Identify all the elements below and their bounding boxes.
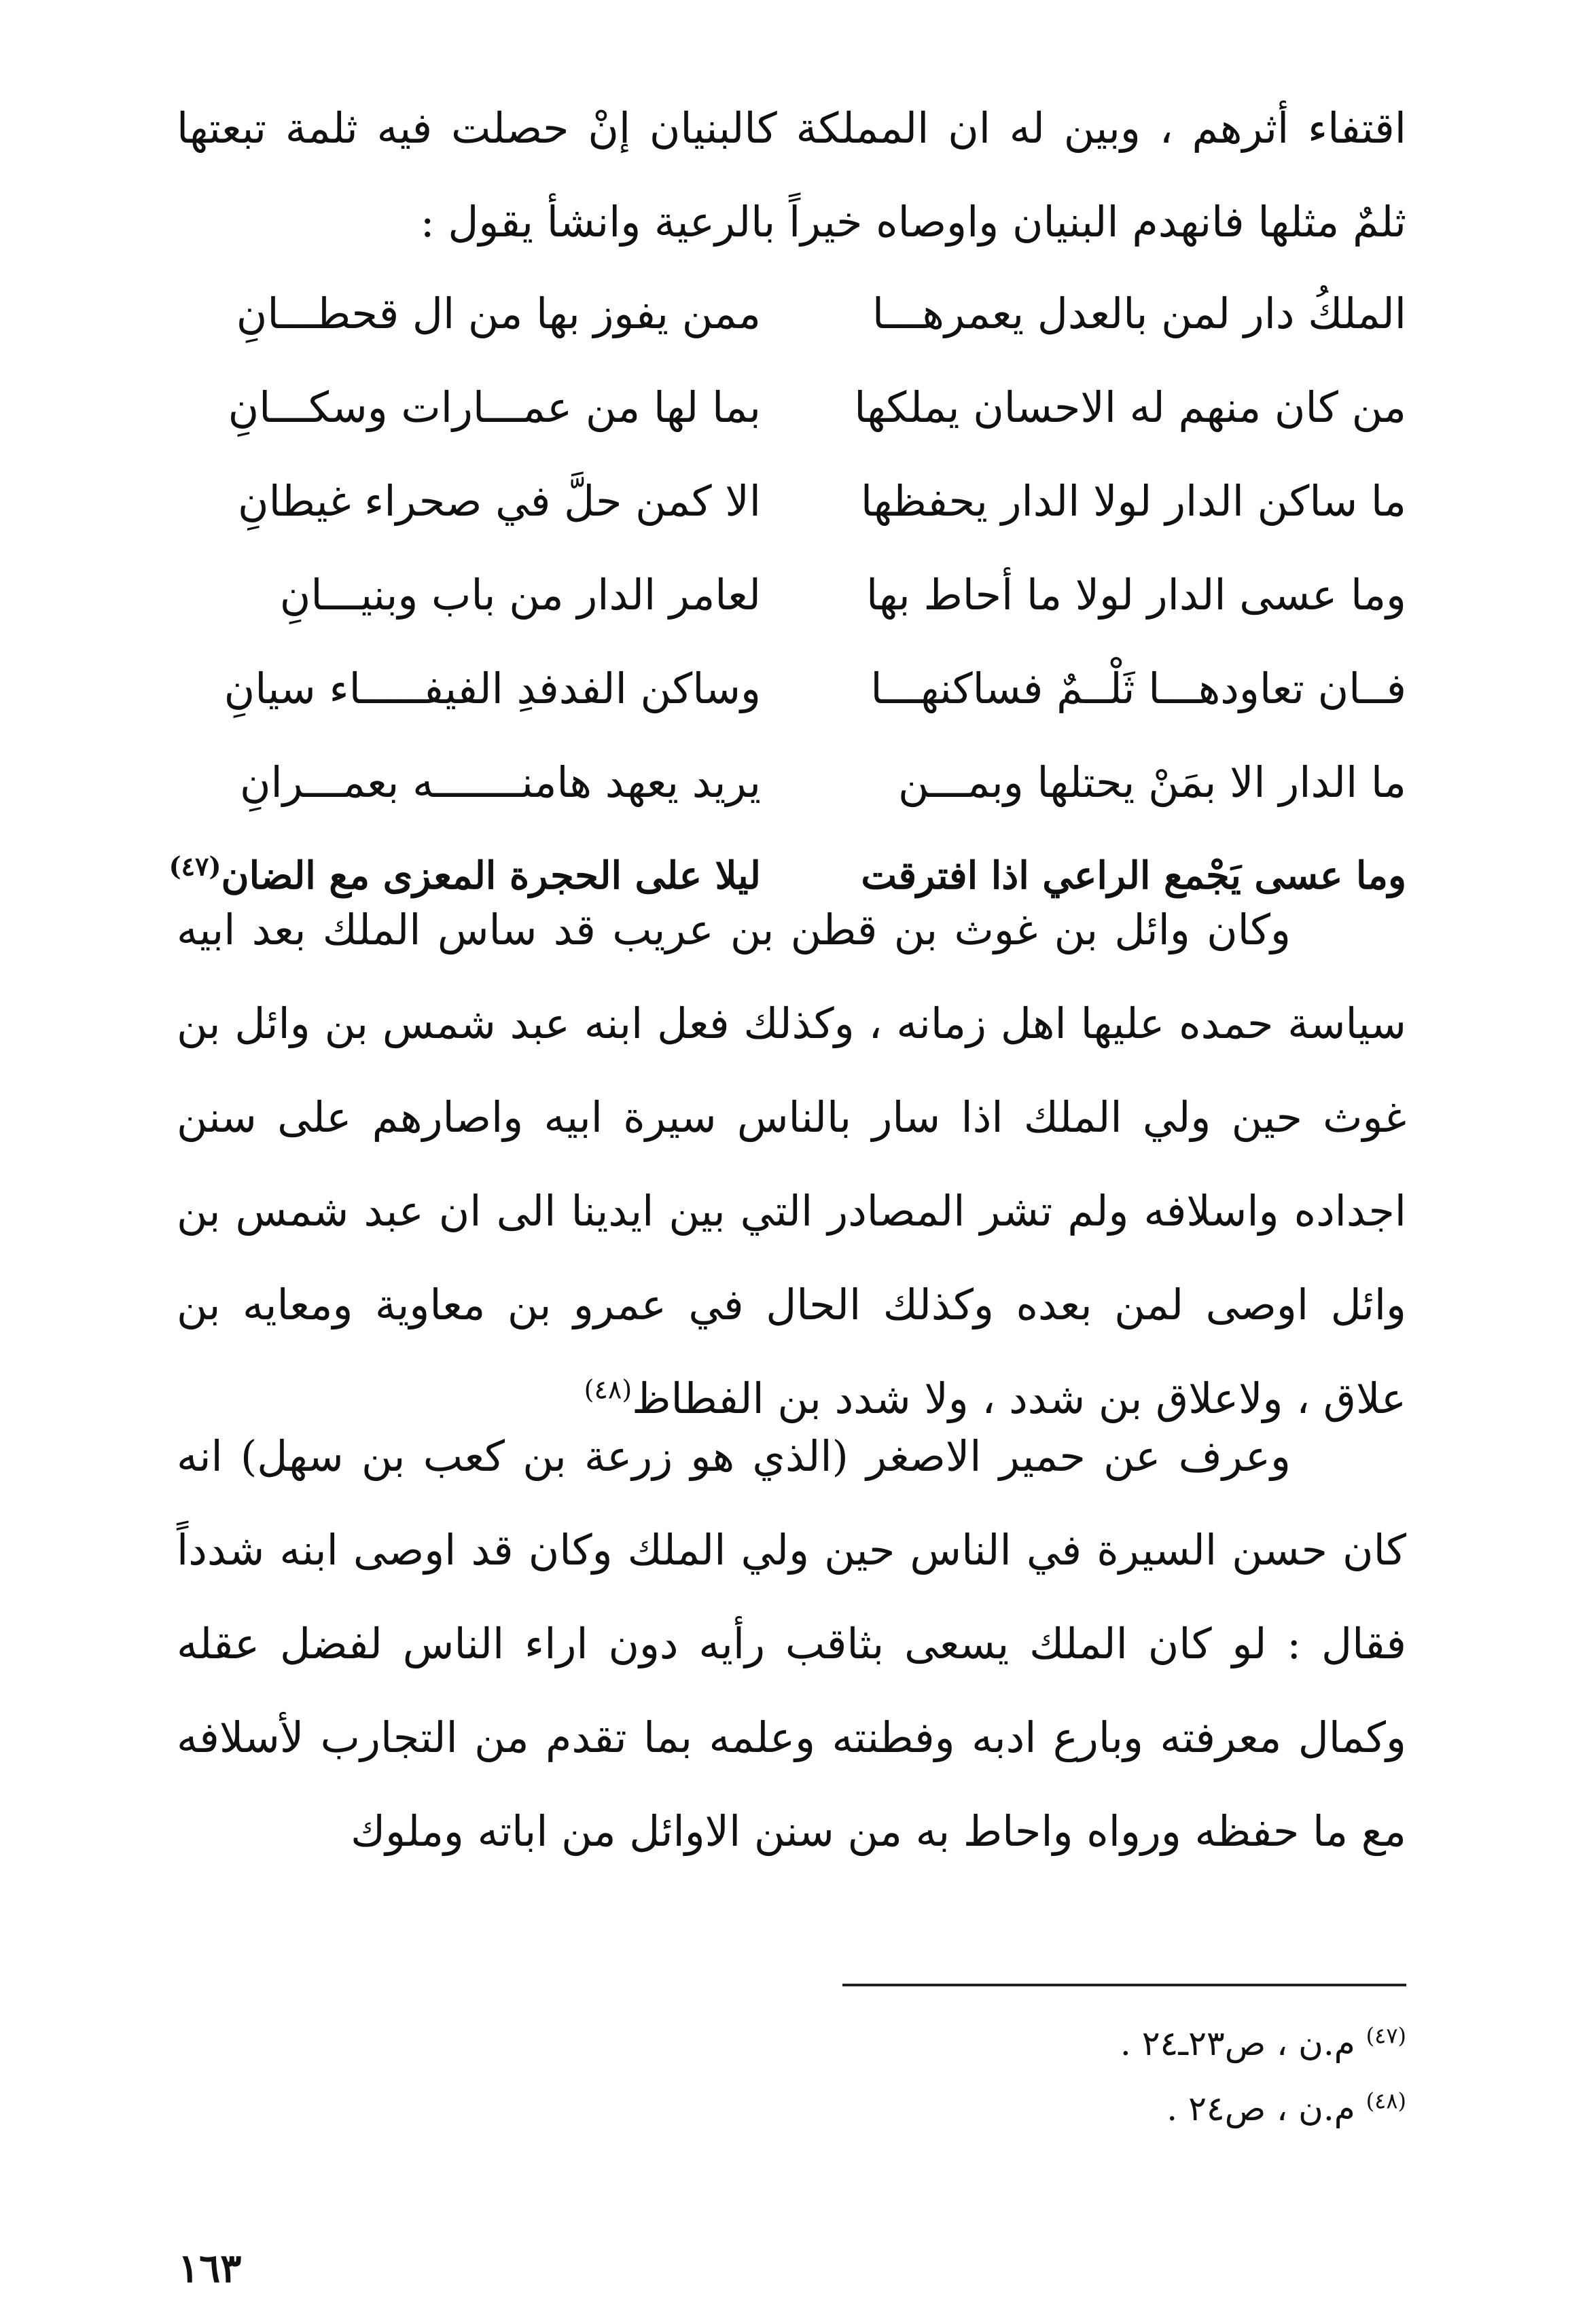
verse-second-hemistich: بما لها من عمـــارات وسكـــانِ [228,382,761,432]
verse-second-hemistich: يريد يعهد هامنـــــــه بعمـــرانِ [239,757,761,807]
verse-second-hemistich-text: ليلا على الحجرة المعزى مع الضان [221,853,761,898]
verse-first-hemistich: وما عسى يَجْمع الراعي اذا افترقت [861,853,1406,898]
footnote-text: م.ن ، ص٢٤ . [1166,2089,1355,2128]
paragraph-himyar [177,1410,1406,1878]
poem-verse [177,266,1406,360]
poem-verse [177,641,1406,735]
page-number: ١٦٣ [178,2245,242,2291]
footnote-divider [842,1984,1406,1986]
paragraph-intro [177,82,1406,269]
footnote-number: (٤٨) [1366,2088,1406,2114]
paragraph-himyar-text: وعرف عن حمير الاصغر (الذي هو زرعة بن كعب بن سهل) انه كان حسن السيرة في الناس حين ولي الملك وكان قد اوصى ابنه شدداً فقال : لو كان الملك يسعى بثاقب رأيه دون اراء الناس لفضل عقله وكمال معرفته وبارع ادبه وفطنته وعلمه بما تقدم من التجارب لأسلافه مع ما حفظه ورواه واحاط به من سنن الاوائل من اباته وملوك [177,1431,1406,1856]
verse-first-hemistich: من كان منهم له الاحسان يملكها [854,382,1406,432]
footnote-text: م.ن ، ص٢٣ـ٢٤ . [1120,2024,1355,2063]
footnote-item [842,2011,1406,2076]
verse-second-hemistich: الا كمن حلَّ في صحراء غيطانِ [238,476,761,526]
paragraph-intro-text: اقتفاء أثرهم ، وبين له ان المملكة كالبنيان إنْ حصلت فيه ثلمة تبعتها ثلمٌ مثلها فانهدم البنيان واوصاه خيراً بالرعية وانشأ يقول : [177,103,1406,247]
footnote-item [842,2076,1406,2141]
verse-second-hemistich: ممن يفوز بها من ال قحطـــانِ [236,288,761,338]
paragraph-wail [177,883,1406,1446]
poem-verse [177,360,1406,454]
footnote-number: (٤٧) [1366,2022,1406,2049]
footnotes [842,2011,1406,2141]
verse-first-hemistich: وما عسى الدار لولا ما أحاط بها [866,569,1406,620]
poem-verse [177,735,1406,829]
footnote-reference: (٤٧) [168,851,221,882]
poem-verse [177,454,1406,548]
poem [168,266,1406,923]
verse-first-hemistich: ما ساكن الدار لولا الدار يحفظها [860,476,1406,526]
verse-second-hemistich: وساكن الفدفدِ الفيفـــــاء سيانِ [224,663,761,713]
verse-first-hemistich: الملكُ دار لمن بالعدل يعمرهـــا [872,288,1406,338]
footnote-reference: (٤٨) [584,1374,632,1405]
verse-first-hemistich: فــان تعاودهـــا ثَلْــمٌ فساكنهـــا [870,663,1406,713]
poem-verse [177,548,1406,641]
paragraph-wail-text: وكان وائل بن غوث بن قطن بن عريب قد ساس الملك بعد ابيه سياسة حمده عليها اهل زمانه ، وكذلك فعل ابنه عبد شمس بن وائل بن غوث حين ولي الملك اذا سار بالناس سيرة ابيه واصارهم على سنن اجداده واسلافه ولم تشر المصادر التي بين ايدينا الى ان عبد شمس بن وائل اوصى لمن بعده وكذلك الحال في عمرو بن معاوية ومعايه بن علاق ، ولاعلاق بن شدد ، ولا شدد بن الفطاظ [177,905,1406,1423]
verse-second-hemistich: لعامر الدار من باب وبنيـــانِ [279,569,761,620]
verse-first-hemistich: ما الدار الا بمَنْ يحتلها وبمـــن [897,757,1406,807]
